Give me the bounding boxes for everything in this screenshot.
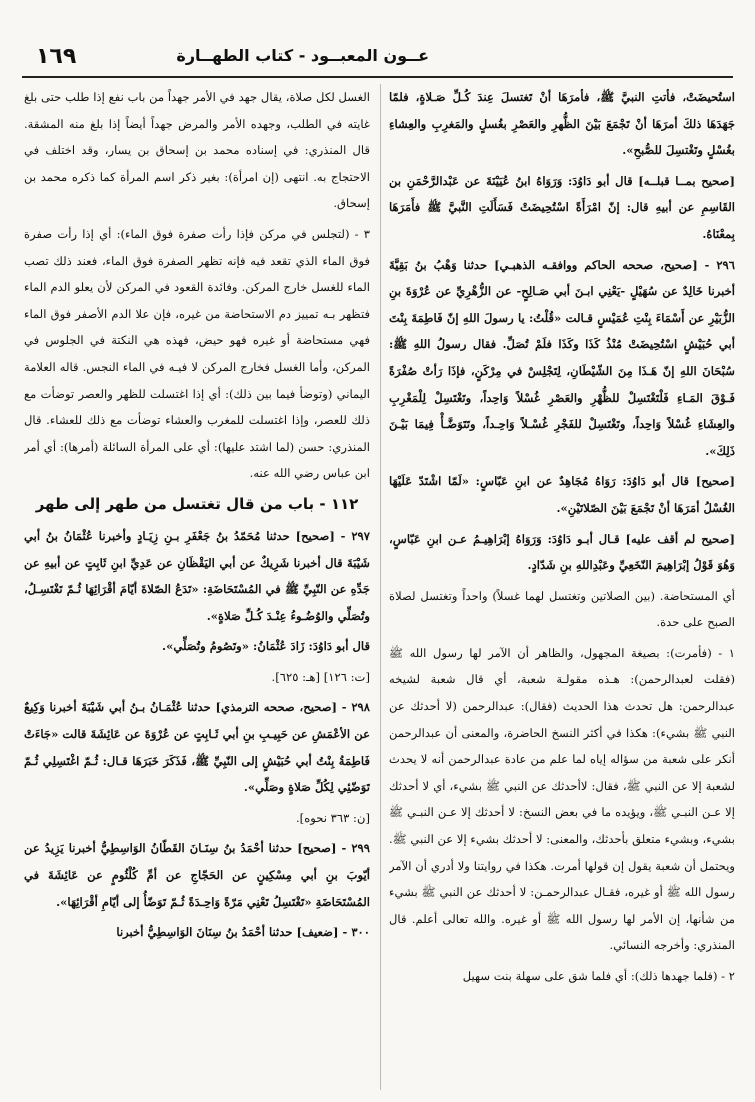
page-number: ١٦٩ (36, 44, 77, 69)
paragraph: [صحيح لم أقف عليه] قـال أبـو دَاوُدَ: وَرَوَاهُ إبْرَاهِيـمُ عـن ابنِ عَبّاسٍ، وَهُوَ قَوْلُ إبْرَاهِيمَ النّخَعِيِّ وعَبْدِاللهِ بنِ شَدّادٍ. (389, 531, 735, 573)
right-column (389, 84, 735, 1090)
section-heading: ١١٢ - باب من قال تغتسل من طهر إلى طهر (35, 494, 359, 513)
paragraph: أي المستحاضة. (بين الصلاتين وتغتسل لهما غسلاً) واحداً وتغتسل لصلاة الصبح على حدة. (389, 588, 735, 630)
text-columns (24, 84, 735, 1090)
paragraph: [صحيح] قال أبو دَاوُدَ: رَوَاهُ مُجَاهِدٌ عن ابنِ عَبّاسٍ: «لَمّا اشْتَدّ عَلَيْهَا الغُسْلُ أمَرَهَا أنْ تَجْمَعَ بَيْنَ الصّلاتَيْنِ». (389, 474, 735, 515)
paragraph: [صحيح بمــا قبلــه] قال أبو دَاوُدَ: وَرَوَاهُ ابنُ عُيَيْنَةَ عن عَبْدالرَّحْمَنِ بن القَاسِمِ عن أبيهِ قال: إنّ امْرَأَةً اسْتُحِيضَتْ فَسَأَلَتِ النَّبيَّ ﷺ فأَمَرَهَا بِمعْنَاهُ. (389, 173, 735, 241)
paragraph: [ت: ١٢٦] [هـ: ٦٢٥]. (271, 669, 370, 684)
paragraph: ٢٩٦ - [صحيح، صححه الحاكم ووافقـه الذهبـي] حدثنا وَهْبُ بنُ بَقِيَّةَ أخبرنا خَالِدٌ عن سُهَيْلٍ -يَعْنِي ابـنَ أبي صَـالِحٍ- عن الزُّهْرِيِّ عن عُرْوَةَ بنِ الزُّبَيْرِ عن أَسْمَاءَ بِنْتِ عُمَيْسٍ قـالت «قُلْتُ: يا رسولَ اللهِ إنّ فَاطِمَةَ بِنْتَ أبي حُبَيْشٍ اسْتُحِيضَتْ مُنْذُ كَذَا وكَذَا فلَمْ تُصَلِّ. فقال رسولُ اللهِ ﷺ: سُبْحَانَ اللهِ إنّ هَـذَا مِنَ الشّيْطَانِ، لِتَجْلِسْ في مِرْكَنٍ، فإذَا رَأتْ صُفْرَةً فَـوْقَ المَـاءِ فَلْتَغْتَسِلْ للظُّهْرِ والعَصْرِ غُسْلاً وَاحِداً، وتَغْتَسِلْ لِلْمَغْرِبِ والعِشَاءِ غُسْلاً وَاحِداً، وتَغْتَسِلْ للفَجْرِ غُسْـلاً وَاحِـداً، وتَتَوَضَّـأْ فِيمَا بَيْـنَ ذَلِكَ». (389, 257, 735, 458)
paragraph: ٣٠٠ - [ضعيف] حدثنا أحْمَدُ بنُ سِنَانَ الوَاسِطِيُّ أخبرنا (116, 925, 370, 940)
paragraph: قال أبو دَاوُدَ: زَادَ عُثْمَانُ: «وتَصُومُ وتُصَلِّي». (162, 639, 370, 654)
paragraph: ٢٩٨ - [صحيح، صححه الترمذي] حدثنا عُثْمَـانُ بـنُ أبي شَيْبَةَ أخبرنا وَكِيعٌ عن الأعْمَشِ عن حَبِيـبِ بنِ أبي ثَـابِتٍ عن عُرْوَةَ عن عَائِشَةَ قالت «جَاءَتْ فَاطِمَةُ بِنْتُ أبي حُبَيْشٍ إلى النّبِيِّ ﷺ، فَذَكَرَ خَبَرَهَا قـال: ثُـمّ اغْتَسِلِي ثُـمّ تَوَضّئِي لِكُلِّ صَلاةٍ وصَلِّي». (24, 700, 370, 795)
column-divider (380, 84, 381, 1090)
page-header (22, 40, 733, 78)
paragraph: استُحيضَتْ، فأتتِ النبيَّ ﷺ، فأمرَهَا أنْ تَغتسلَ عِندَ كُـلِّ صَـلاةٍ، فلمّا جَهَدَهَا ذلكَ أمرَهَا أنْ تَجْمَعَ بَيْنَ الظُّهرِ والعَصْرِ بغُسلٍ والمَغرِبِ والعِشاءِ بغُسْلٍ وتَغْتسِلَ للصُّبحِ». (389, 90, 735, 158)
paragraph: ٢٩٧ - [صحيح] حدثنا مُحَمّدُ بنُ جَعْفَرِ بـنِ زِيَـادٍ وأخبرنا عُثْمَانُ بنُ أبي شَيْبَةَ قال أخبرنا شَرِيكٌ عن أبي اليَقْظَانِ عن عَدِيِّ ابنِ ثَابِتٍ عن أبيهِ عن جَدِّهِ عن النّبِيِّ ﷺ في المُسْتَحَاضَةِ: «تَدَعُ الصّلاةَ أيّامَ أقْرَائِهَا ثُـمّ تَغْتَسِـلُ، وتُصَلِّي والوُضُـوءُ عِنْـدَ كُـلِّ صَلاةٍ». (24, 528, 370, 623)
left-column (24, 84, 370, 1090)
book-title: عــون المعبــود - كتاب الطهــارة (176, 46, 429, 65)
paragraph: الغسل لكل صلاة، يقال جهد في الأمر جهداً من باب نفع إذا طلب حتى بلغ غايته في الطلب، وجهده الأمر والمرض جهداً أيضاً إذا بلغ منه المشقة. قال المنذري: في إسناده محمد بن إسحاق بن يسار، وقد اختلف في الاحتجاج به. انتهى (إن امرأة): بغير ذكر اسم المرأة كما ذكره محمد بن إسحاق. (24, 90, 370, 211)
paragraph: ٢ - (فلما جهدها ذلك): أي فلما شق على سهلة بنت سهيل (462, 969, 735, 983)
paragraph: ٢٩٩ - [صحيح] حدثنا أحْمَدُ بنُ سِنَـانَ القَطّانُ الوَاسِطِيُّ أخبرنا يَزِيدُ عن أيّوبَ بنِ أبي مِسْكِينٍ عن الحَجّاجِ عن أمِّ كُلْثُومٍ عن عَائِشَةَ في المُسْتَحَاضَةِ «تَغْتَسِلُ تَعْنِي مَرّةً وَاحِـدَةً ثُـمّ تَوَضّأُ إلى أيّامِ أقْرَائِهَا». (24, 841, 370, 909)
paragraph: [ن: ٣٦٣ نحوه]. (296, 810, 370, 825)
paragraph: ٣ - (لتجلس في مركن فإذا رأت صفرة فوق الماء): أي إذا رأت صفرة فوق الماء الذي تقعد فيه فإنه تظهر الصفرة فوق الماء، فعند ذلك تصب الماء للغسل خارج المركن. وفائدة القعود في المركن لأن يعلو الدم الماء فتظهر بـه تمييز دم الاستحاضة من غيره، فإن علا الدم الأصفر فوق الماء فهي مستحاضة أو غيره فهو حيض، فهذه هي النكتة في الجلوس في المركن، وأما الغسل فخارج المركن لا فيـه في الماء النجس. قاله العلامة اليماني (وتوضأ فيما بين ذلك): أي إذا اغتسلت للظهر والعصر توضأت مع ذلك للعصر، وإذا اغتسلت للمغرب والعشاء توضأت مع ذلك للعشاء. قال المنذري: حسن (لما اشتد عليها): أي على المرأة السائلة (أمرها): أي أمر ابن عباس رضي الله عنه. (24, 226, 370, 481)
paragraph: ١ - (فأمرت): بصيغة المجهول، والظاهر أن الآمر لها رسول الله ﷺ (فقلت لعبدالرحمن): هـذه مقولـة شعبة، أي قال شعبة لشيخه عبدالرحمن: هل تحدث هذا الحديث (فقال): عبدالرحمن (لا أحدثك عن النبي ﷺ بشيء): هكذا في أكثر النسخ الحاضرة، والمعنى أن عبدالرحمن أنكر على شعبة من سؤاله إياه لما علم من عادة عبدالرحمن أنه لا يحدث لشعبة إلا عن النبي ﷺ، فقال: لاأحدثك عن النبي ﷺ بشيء، أي لا أحدثك إلا عـن النبـي ﷺ، ويؤيده ما في بعض النسخ: لا أحدثك إلا عـن النبـي ﷺ بشيء، وبشيء متعلق بأحدثك، والمعنى: لا أحدثك بشيء إلا عن النبي ﷺ. ويحتمل أن شعبة يقول إن قولها أمرت. هكذا في روايتنا ولا أدري أن الآمر رسول الله ﷺ أو غيره، فقـال عبدالرحمـن: لا أحدثك عن النبي ﷺ بشيء من شأنها، إن الأمر لها رسول الله ﷺ أو غيره. والله تعالى أعلم. قال المنذري: وأخرجه النسائي. (389, 645, 735, 953)
